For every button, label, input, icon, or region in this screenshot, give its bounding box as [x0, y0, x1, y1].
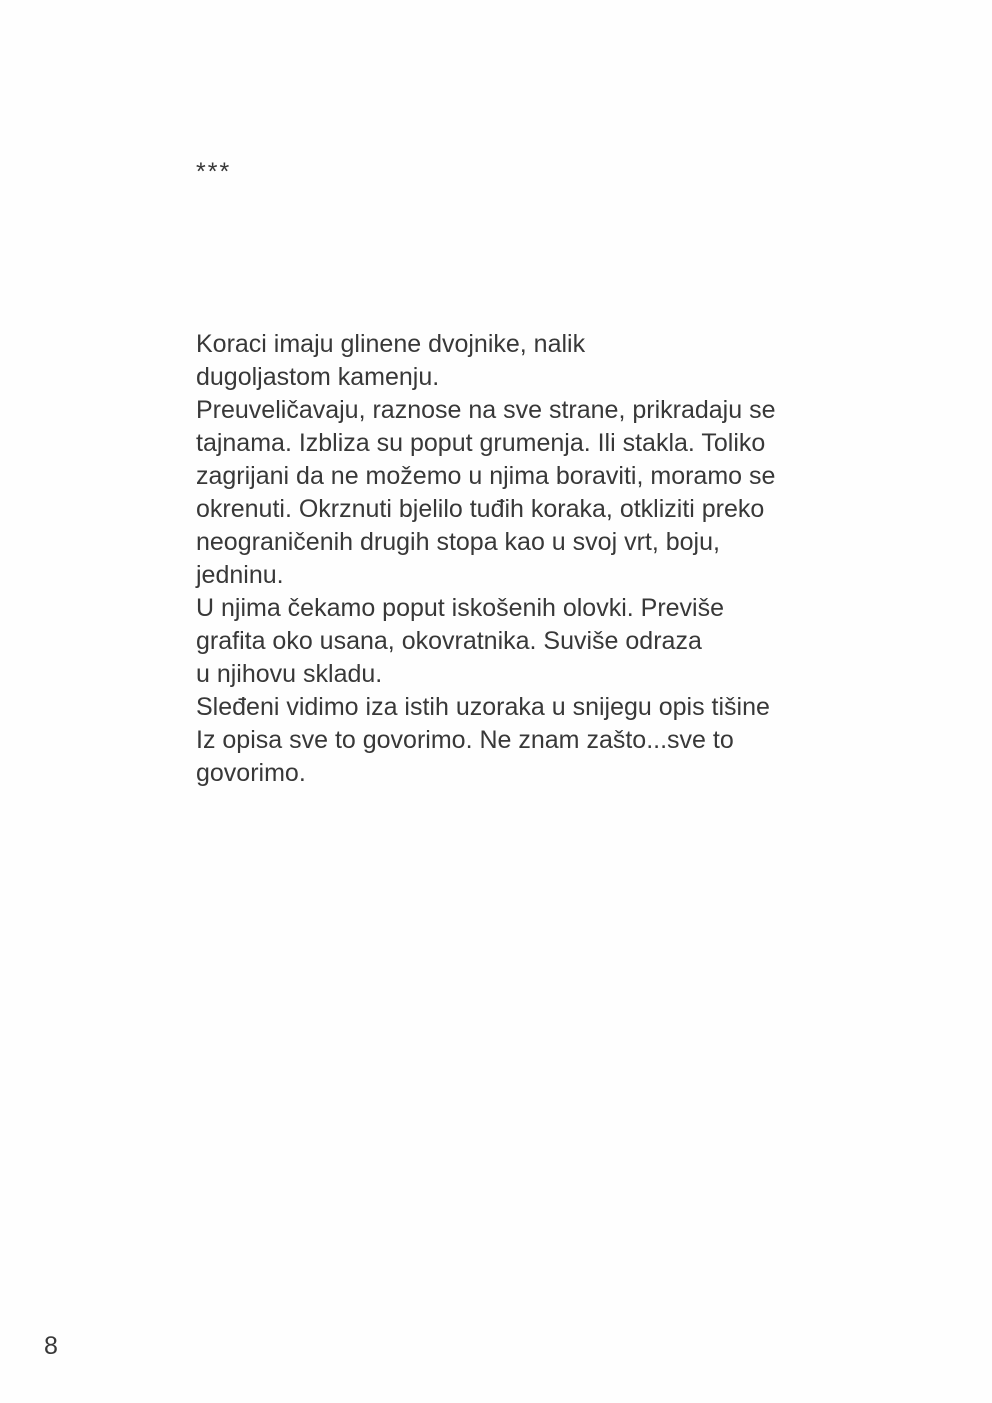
poem-line: u njihovu skladu.: [196, 660, 383, 688]
poem-line: zagrijani da ne možemo u njima boraviti, moramo se: [196, 462, 776, 490]
poem-line: Preuveličavaju, raznose na sve strane, prikradaju se: [196, 396, 776, 424]
poem: [196, 328, 876, 790]
poem-line: jedninu.: [196, 561, 284, 589]
section-marker: ***: [196, 158, 232, 186]
poem-line: Iz opisa sve to govorimo. Ne znam zašto...sve to: [196, 726, 734, 754]
poem-line: Koraci imaju glinene dvojnike, nalik: [196, 330, 586, 358]
page-number: 8: [44, 1332, 58, 1360]
poem-line: dugoljastom kamenju.: [196, 363, 440, 391]
poem-line: Sleđeni vidimo iza istih uzoraka u snijegu opis tišine: [196, 693, 770, 721]
poem-line: govorimo.: [196, 759, 306, 787]
poem-line: okrenuti. Okrznuti bjelilo tuđih koraka, otkliziti preko: [196, 495, 765, 523]
poem-line: neograničenih drugih stopa kao u svoj vrt, boju,: [196, 528, 720, 556]
poem-line: tajnama. Izbliza su poput grumenja. Ili stakla. Toliko: [196, 429, 766, 457]
poem-line: grafita oko usana, okovratnika. Suviše odraza: [196, 627, 702, 655]
poem-line: U njima čekamo poput iskošenih olovki. Previše: [196, 594, 725, 622]
